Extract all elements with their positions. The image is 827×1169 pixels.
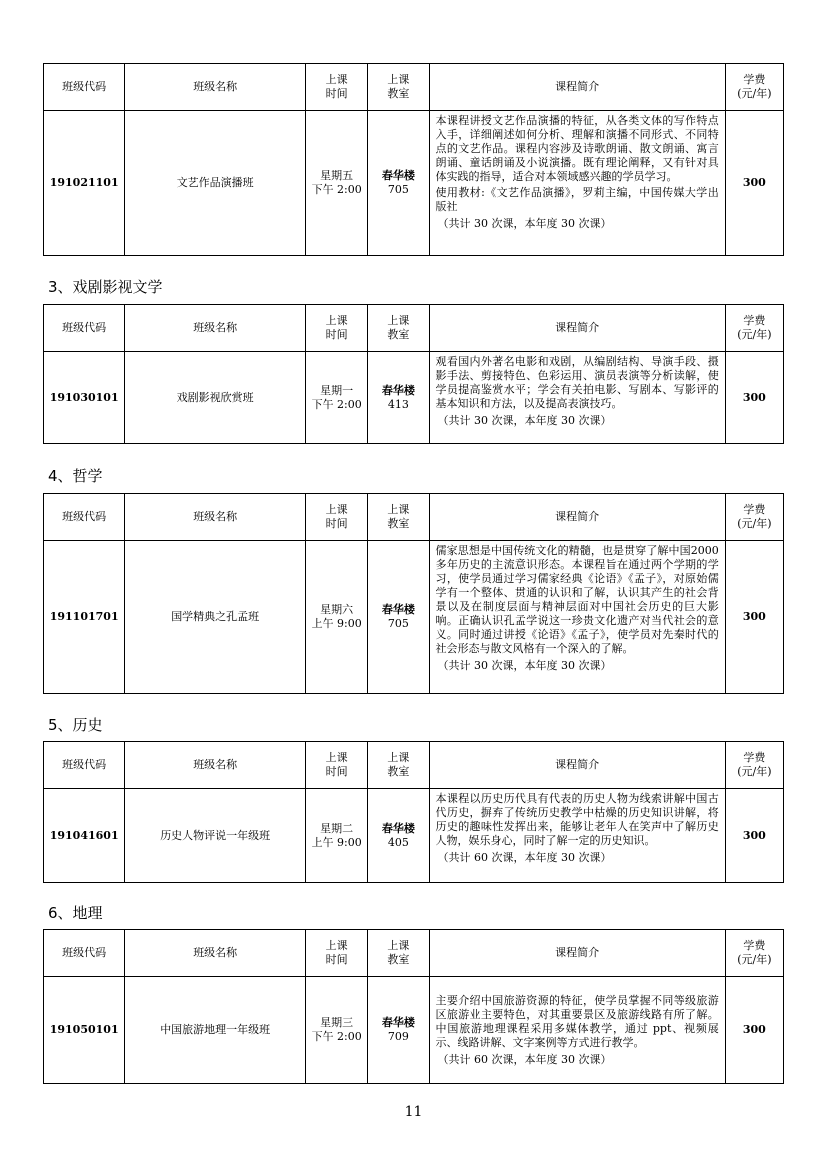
tuition-fee: 300 — [725, 352, 783, 444]
course-description — [429, 977, 725, 1084]
session-count: （共计 30 次课，本年度 30 次课） — [437, 414, 612, 427]
tuition-fee: 300 — [725, 789, 783, 883]
session-count: （共计 30 次课，本年度 30 次课） — [437, 217, 612, 230]
tuition-fee: 300 — [725, 541, 783, 694]
header-time: 上课 时间 — [306, 494, 368, 541]
header-time: 上课 时间 — [306, 930, 368, 977]
header-time: 上课 时间 — [306, 64, 368, 111]
class-name: 戏剧影视欣赏班 — [125, 352, 306, 444]
section-title: 3、戏剧影视文学 — [48, 278, 163, 296]
table-header-row — [44, 305, 784, 352]
class-room: 春华楼 405 — [368, 789, 429, 883]
header-desc: 课程简介 — [429, 742, 725, 789]
header-desc: 课程简介 — [429, 930, 725, 977]
header-fee: 学费 (元/年) — [725, 494, 783, 541]
header-code: 班级代码 — [44, 930, 125, 977]
description-text: 本课程以历史历代具有代表的历史人物为线索讲解中国古代历史，摒弃了传统历史教学中枯燥的历史知识讲解，将历史的趣味性发挥出来，能够让老年人在笑声中了解历史人物，娱乐身心，同时了解一定的历史知识。 — [435, 792, 719, 847]
session-count: （共计 60 次课，本年度 30 次课） — [437, 851, 612, 864]
header-code: 班级代码 — [44, 305, 125, 352]
class-time: 星期二 上午 9:00 — [306, 789, 368, 883]
class-time: 星期三 下午 2:00 — [306, 977, 368, 1084]
header-time: 上课 时间 — [306, 742, 368, 789]
class-room: 春华楼 709 — [368, 977, 429, 1084]
course-description — [429, 352, 725, 444]
table-header-row — [44, 494, 784, 541]
tuition-fee: 300 — [725, 977, 783, 1084]
class-name: 文艺作品演播班 — [125, 111, 306, 256]
header-room: 上课 教室 — [368, 742, 429, 789]
course-table-3 — [43, 493, 784, 694]
header-room: 上课 教室 — [368, 64, 429, 111]
class-code: 191101701 — [44, 541, 125, 694]
header-fee: 学费 (元/年) — [725, 742, 783, 789]
header-room: 上课 教室 — [368, 494, 429, 541]
page-number: 11 — [404, 1104, 423, 1120]
description-text: 主要介绍中国旅游资源的特征，使学员掌握不同等级旅游区旅游业主要特色，对其重要景区及旅游线路有所了解。中国旅游地理课程采用多媒体教学，通过 ppt、视频展示、线路讲解、文字案例等方式进行教学。 — [435, 993, 719, 1049]
course-table-4 — [43, 741, 784, 883]
class-room: 春华楼 705 — [368, 541, 429, 694]
session-count: （共计 30 次课，本年度 30 次课） — [437, 659, 612, 672]
table-row — [44, 789, 784, 883]
class-code: 191021101 — [44, 111, 125, 256]
class-time: 星期一 下午 2:00 — [306, 352, 368, 444]
section-title: 5、历史 — [48, 716, 103, 734]
table-row — [44, 352, 784, 444]
course-description — [429, 789, 725, 883]
header-room: 上课 教室 — [368, 305, 429, 352]
course-table-1 — [43, 63, 784, 256]
description-text: 儒家思想是中国传统文化的精髓，也是贯穿了解中国2000多年历史的主流意识形态。本课程旨在通过两个学期的学习，使学员通过学习儒家经典《论语》《孟子》，对原始儒学有一个整体、贯通的认识和了解，认识其产生的社会背景以及在制度层面与精神层面对中国社会历史的巨大影响。正确认识孔孟学说这一珍贵文化遗产对当代社会的意义。同时通过讲授《论语》《孟子》，使学员对先秦时代的社会形态与散文风格有一个深入的了解。 — [435, 544, 719, 655]
course-table-2 — [43, 304, 784, 444]
header-code: 班级代码 — [44, 494, 125, 541]
course-table-5 — [43, 929, 784, 1084]
header-desc: 课程简介 — [429, 494, 725, 541]
description-text: 本课程讲授文艺作品演播的特征，从各类文体的写作特点入手，详细阐述如何分析、理解和演播不同形式、不同特点的文艺作品。课程内容涉及诗歌朗诵、散文朗诵、寓言朗诵、童话朗诵及小说演播。既有理论阐释，又有针对具体实践的指导，适合对本领域感兴趣的学员学习。 — [435, 114, 719, 183]
class-room: 春华楼 705 — [368, 111, 429, 256]
table-row — [44, 977, 784, 1084]
table-row — [44, 541, 784, 694]
class-code: 191050101 — [44, 977, 125, 1084]
description-text: 观看国内外著名电影和戏剧，从编剧结构、导演手段、摄影手法、剪接特色、色彩运用、演员表演等分析读解，使学员提高鉴赏水平；学会有关拍电影、写剧本、写影评的基本知识和方法，以及提高表演技巧。 — [435, 355, 719, 410]
header-name: 班级名称 — [125, 494, 306, 541]
header-fee: 学费 (元/年) — [725, 64, 783, 111]
header-name: 班级名称 — [125, 64, 306, 111]
header-room: 上课 教室 — [368, 930, 429, 977]
class-time: 星期五 下午 2:00 — [306, 111, 368, 256]
tuition-fee: 300 — [725, 111, 783, 256]
header-code: 班级代码 — [44, 742, 125, 789]
table-header-row — [44, 742, 784, 789]
class-name: 国学精典之孔孟班 — [125, 541, 306, 694]
section-title: 6、地理 — [48, 904, 103, 922]
class-name: 历史人物评说一年级班 — [125, 789, 306, 883]
table-row — [44, 111, 784, 256]
section-title: 4、哲学 — [48, 467, 103, 485]
class-code: 191030101 — [44, 352, 125, 444]
header-fee: 学费 (元/年) — [725, 930, 783, 977]
course-description — [429, 111, 725, 256]
class-room: 春华楼 413 — [368, 352, 429, 444]
header-desc: 课程简介 — [429, 305, 725, 352]
header-time: 上课 时间 — [306, 305, 368, 352]
header-code: 班级代码 — [44, 64, 125, 111]
header-desc: 课程简介 — [429, 64, 725, 111]
table-header-row — [44, 64, 784, 111]
textbook-text: 使用教材:《文艺作品演播》，罗莉主编，中国传媒大学出版社 — [435, 186, 719, 213]
header-name: 班级名称 — [125, 305, 306, 352]
header-fee: 学费 (元/年) — [725, 305, 783, 352]
class-code: 191041601 — [44, 789, 125, 883]
class-name: 中国旅游地理一年级班 — [125, 977, 306, 1084]
header-name: 班级名称 — [125, 742, 306, 789]
session-count: （共计 60 次课，本年度 30 次课） — [437, 1052, 612, 1066]
table-header-row — [44, 930, 784, 977]
header-name: 班级名称 — [125, 930, 306, 977]
class-time: 星期六 上午 9:00 — [306, 541, 368, 694]
course-description — [429, 541, 725, 694]
